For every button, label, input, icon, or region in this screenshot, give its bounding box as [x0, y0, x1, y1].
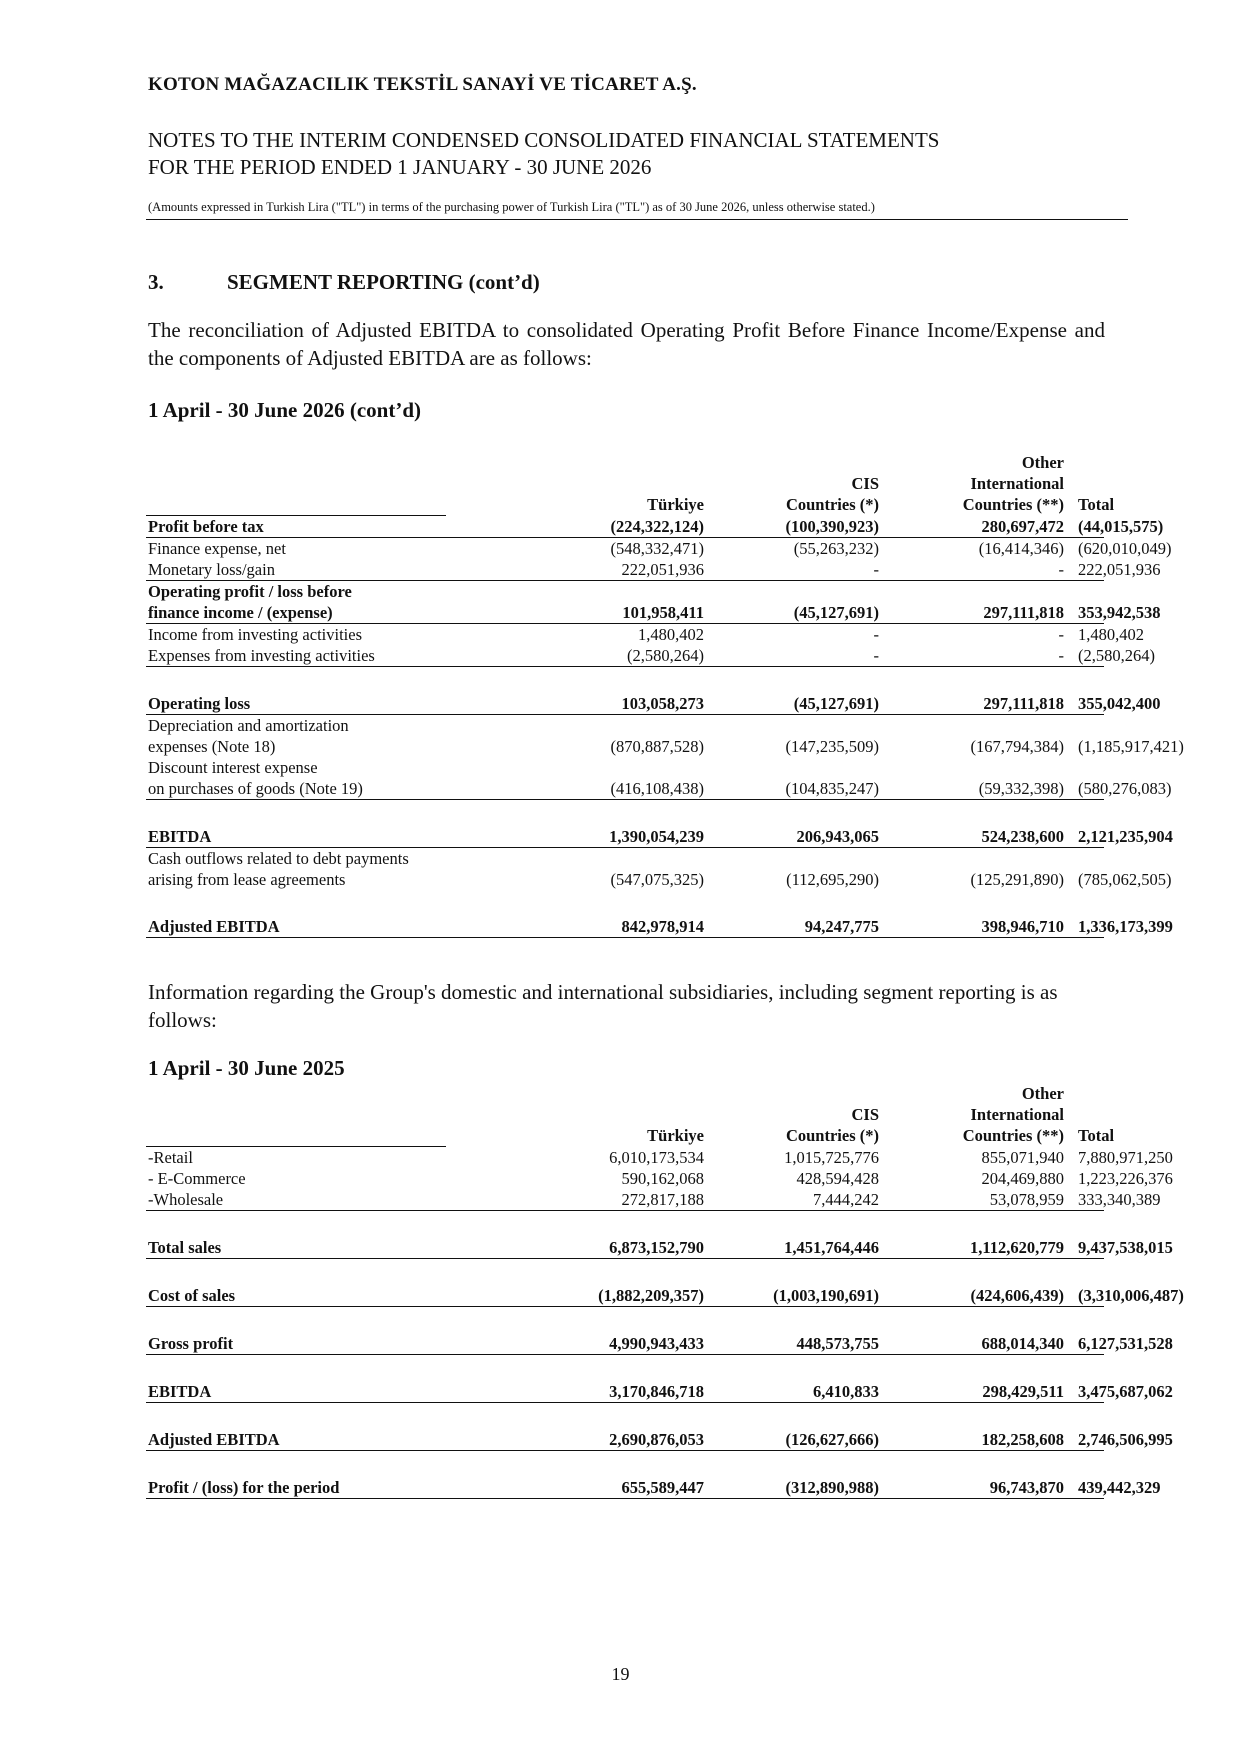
cell-turkiye: (224,322,124) — [446, 515, 716, 537]
row-label: Total sales — [146, 1237, 446, 1259]
cell-other: - — [1058, 624, 1064, 644]
row-label: Cost of sales — [146, 1285, 446, 1307]
col-header-cis-2: Countries (*) — [785, 1126, 879, 1145]
row-label: on purchases of goods (Note 19) — [146, 778, 446, 800]
cell-total: 355,042,400 — [1078, 693, 1161, 713]
col-header-other-2: International — [970, 474, 1064, 493]
header-row — [146, 473, 1104, 494]
col-header-turkiye: Türkiye — [647, 495, 704, 514]
table-row — [146, 826, 1104, 848]
table1-period-heading: 1 April - 30 June 2026 (cont’d) — [148, 398, 421, 422]
table-row — [146, 1168, 1104, 1189]
col-header-other-1: Other — [1021, 1084, 1064, 1103]
cell-turkiye: 6,010,173,534 — [609, 1147, 704, 1167]
table-row — [146, 580, 1104, 602]
cell-cis: 1,015,725,776 — [784, 1147, 879, 1167]
table-row — [146, 645, 1104, 667]
cell-total: (2,580,264) — [1078, 645, 1155, 665]
notes-title-line1: NOTES TO THE INTERIM CONDENSED CONSOLIDATED FINANCIAL STATEMENTS — [148, 128, 940, 152]
row-label: EBITDA — [146, 1381, 446, 1403]
cell-cis: (45,127,691) — [716, 602, 901, 624]
row-label: EBITDA — [146, 826, 446, 848]
header-row — [146, 1083, 1104, 1104]
cell-total: 353,942,538 — [1078, 602, 1161, 622]
table-row — [146, 869, 1104, 890]
cell-cis: 206,943,065 — [716, 826, 901, 848]
row-label: Adjusted EBITDA — [146, 1429, 446, 1451]
table-row — [146, 1333, 1104, 1355]
cell-turkiye: 101,958,411 — [446, 602, 716, 624]
cell-turkiye: (548,332,471) — [610, 538, 704, 558]
header-divider — [146, 219, 1128, 220]
cell-other: 297,111,818 — [901, 693, 1076, 715]
table-row — [146, 1477, 1104, 1499]
cell-other: 53,078,959 — [901, 1189, 1076, 1211]
table-row — [146, 602, 1104, 624]
table-row — [146, 515, 1104, 537]
cell-cis: (45,127,691) — [716, 693, 901, 715]
cell-other: 398,946,710 — [901, 916, 1076, 938]
row-label: Operating loss — [146, 693, 446, 715]
cell-turkiye: 1,480,402 — [638, 624, 704, 644]
header-row — [146, 1125, 1104, 1146]
cell-total: 6,127,531,528 — [1078, 1333, 1173, 1353]
col-header-total: Total — [1078, 1126, 1115, 1145]
cell-turkiye: 590,162,068 — [621, 1168, 704, 1188]
row-label: expenses (Note 18) — [148, 736, 276, 756]
cell-other: 298,429,511 — [901, 1381, 1076, 1403]
cell-total: 222,051,936 — [1078, 559, 1161, 579]
cell-turkiye: (2,580,264) — [446, 645, 716, 667]
cell-other: 1,112,620,779 — [901, 1237, 1076, 1259]
header-row — [146, 452, 1104, 473]
table-row — [146, 714, 1104, 736]
cell-other: (424,606,439) — [901, 1285, 1076, 1307]
cell-turkiye: (416,108,438) — [446, 778, 716, 800]
cell-other: (125,291,890) — [970, 869, 1064, 889]
cell-cis: - — [716, 645, 901, 667]
section-heading — [148, 270, 540, 295]
row-label: Depreciation and amortization — [148, 715, 349, 735]
col-header-other-2: International — [970, 1105, 1064, 1124]
table-row — [146, 559, 1104, 581]
cell-total: (3,310,006,487) — [1078, 1285, 1184, 1305]
cell-turkiye: 3,170,846,718 — [446, 1381, 716, 1403]
cell-turkiye: 655,589,447 — [446, 1477, 716, 1499]
table-row — [146, 778, 1104, 800]
segment-table — [146, 1083, 1184, 1499]
section-number: 3. — [148, 270, 164, 294]
cell-total: 7,880,971,250 — [1078, 1147, 1173, 1167]
intro-paragraph: The reconciliation of Adjusted EBITDA to consolidated Operating Profit Before Finance Income/Expense and the components of Adjusted EBITDA are as follows: — [148, 318, 1105, 370]
cell-total: 2,746,506,995 — [1078, 1429, 1173, 1449]
cell-other: (16,414,346) — [978, 538, 1064, 558]
col-header-total: Total — [1078, 495, 1115, 514]
cell-total: 333,340,389 — [1078, 1189, 1161, 1209]
cell-cis: (112,695,290) — [786, 869, 879, 889]
cell-cis: (104,835,247) — [716, 778, 901, 800]
cell-other: 524,238,600 — [901, 826, 1076, 848]
cell-cis: (1,003,190,691) — [716, 1285, 901, 1307]
cell-total: 1,480,402 — [1078, 624, 1144, 644]
cell-turkiye: (547,075,325) — [610, 869, 704, 889]
table-row — [146, 693, 1104, 715]
cell-turkiye: (870,887,528) — [610, 736, 704, 756]
cell-turkiye: 1,390,054,239 — [446, 826, 716, 848]
table-row — [146, 537, 1104, 559]
col-header-other-1: Other — [1021, 453, 1064, 472]
cell-other: 280,697,472 — [901, 515, 1076, 537]
cell-cis: 1,451,764,446 — [716, 1237, 901, 1259]
cell-total: (44,015,575) — [1078, 516, 1164, 536]
row-label: Adjusted EBITDA — [146, 916, 446, 938]
row-label: Discount interest expense — [148, 757, 318, 777]
amounts-note: (Amounts expressed in Turkish Lira ("TL") in terms of the purchasing power of Turkish Lira ("TL") as of 30 June 2026, unless otherwise stated.) — [148, 200, 875, 214]
cell-total: 2,121,235,904 — [1078, 826, 1173, 846]
table-row — [146, 847, 1104, 869]
cell-turkiye: 4,990,943,433 — [446, 1333, 716, 1355]
table-row — [146, 1237, 1104, 1259]
cell-cis: 428,594,428 — [796, 1168, 879, 1188]
row-label: - E-Commerce — [148, 1168, 246, 1188]
table-row — [146, 1146, 1104, 1168]
row-label: Income from investing activities — [148, 624, 362, 644]
cell-other: (167,794,384) — [970, 736, 1064, 756]
cell-cis: (147,235,509) — [785, 736, 879, 756]
col-header-cis-1: CIS — [851, 474, 879, 493]
row-label: Profit / (loss) for the period — [146, 1477, 446, 1499]
table-row — [146, 916, 1104, 938]
col-header-other-3: Countries (**) — [962, 495, 1064, 514]
row-label: -Wholesale — [146, 1189, 446, 1211]
row-label: -Retail — [148, 1147, 193, 1167]
row-label: Gross profit — [146, 1333, 446, 1355]
reconciliation-table — [146, 452, 1184, 938]
col-header-turkiye: Türkiye — [647, 1126, 704, 1145]
section-title: SEGMENT REPORTING (cont’d) — [227, 270, 540, 294]
cell-turkiye: 222,051,936 — [446, 559, 716, 581]
table-row — [146, 623, 1104, 645]
cell-other: 182,258,608 — [901, 1429, 1076, 1451]
cell-other: 297,111,818 — [901, 602, 1076, 624]
cell-turkiye: 842,978,914 — [446, 916, 716, 938]
cell-other: 688,014,340 — [901, 1333, 1076, 1355]
cell-cis: 6,410,833 — [716, 1381, 901, 1403]
info-paragraph: Information regarding the Group's domestic and international subsidiaries, including segment reporting is as follows: — [148, 980, 1058, 1032]
cell-other: 204,469,880 — [981, 1168, 1064, 1188]
col-header-cis-2: Countries (*) — [785, 495, 879, 514]
cell-other: 96,743,870 — [901, 1477, 1076, 1499]
page-number: 19 — [611, 1664, 630, 1684]
row-label: Monetary loss/gain — [146, 559, 446, 581]
table-row — [146, 1381, 1104, 1403]
cell-turkiye: (1,882,209,357) — [446, 1285, 716, 1307]
table-row — [146, 736, 1104, 757]
cell-cis: (312,890,988) — [716, 1477, 901, 1499]
table-row — [146, 1189, 1104, 1211]
cell-turkiye: 6,873,152,790 — [446, 1237, 716, 1259]
header-row — [146, 494, 1104, 515]
row-label: Profit before tax — [146, 515, 446, 537]
cell-cis: (126,627,666) — [716, 1429, 901, 1451]
cell-total: 1,336,173,399 — [1078, 916, 1173, 936]
cell-total: (1,185,917,421) — [1078, 736, 1184, 756]
cell-turkiye: 2,690,876,053 — [446, 1429, 716, 1451]
cell-cis: 94,247,775 — [716, 916, 901, 938]
cell-total: 439,442,329 — [1078, 1477, 1161, 1497]
table-row — [146, 1429, 1104, 1451]
cell-other: (59,332,398) — [901, 778, 1076, 800]
header-row — [146, 1104, 1104, 1125]
cell-other: 855,071,940 — [981, 1147, 1064, 1167]
cell-cis: (100,390,923) — [716, 515, 901, 537]
row-label: finance income / (expense) — [146, 602, 446, 624]
cell-total: (580,276,083) — [1078, 778, 1172, 798]
company-name: KOTON MAĞAZACILIK TEKSTİL SANAYİ VE TİCARET A.Ş. — [148, 74, 697, 95]
row-label: arising from lease agreements — [148, 869, 346, 889]
cell-total: (620,010,049) — [1078, 538, 1172, 558]
row-label: Finance expense, net — [148, 538, 286, 558]
notes-title — [148, 127, 939, 181]
cell-turkiye: 272,817,188 — [446, 1189, 716, 1211]
col-header-cis-1: CIS — [851, 1105, 879, 1124]
row-label: Expenses from investing activities — [146, 645, 446, 667]
cell-cis: - — [873, 624, 879, 644]
table-row — [146, 757, 1104, 778]
table2-period-heading: 1 April - 30 June 2025 — [148, 1056, 345, 1080]
cell-total: (785,062,505) — [1078, 869, 1172, 889]
row-label: Operating profit / loss before — [148, 581, 352, 601]
cell-total: 1,223,226,376 — [1078, 1168, 1173, 1188]
cell-turkiye: 103,058,273 — [446, 693, 716, 715]
table-row — [146, 1285, 1104, 1307]
cell-total: 9,437,538,015 — [1078, 1237, 1173, 1257]
col-header-other-3: Countries (**) — [962, 1126, 1064, 1145]
cell-total: 3,475,687,062 — [1078, 1381, 1173, 1401]
cell-cis: (55,263,232) — [793, 538, 879, 558]
cell-cis: 7,444,242 — [716, 1189, 901, 1211]
cell-other: - — [901, 559, 1076, 581]
cell-cis: 448,573,755 — [716, 1333, 901, 1355]
notes-title-line2: FOR THE PERIOD ENDED 1 JANUARY - 30 JUNE 2026 — [148, 155, 652, 179]
row-label: Cash outflows related to debt payments — [148, 848, 409, 868]
cell-other: - — [901, 645, 1076, 667]
cell-cis: - — [716, 559, 901, 581]
